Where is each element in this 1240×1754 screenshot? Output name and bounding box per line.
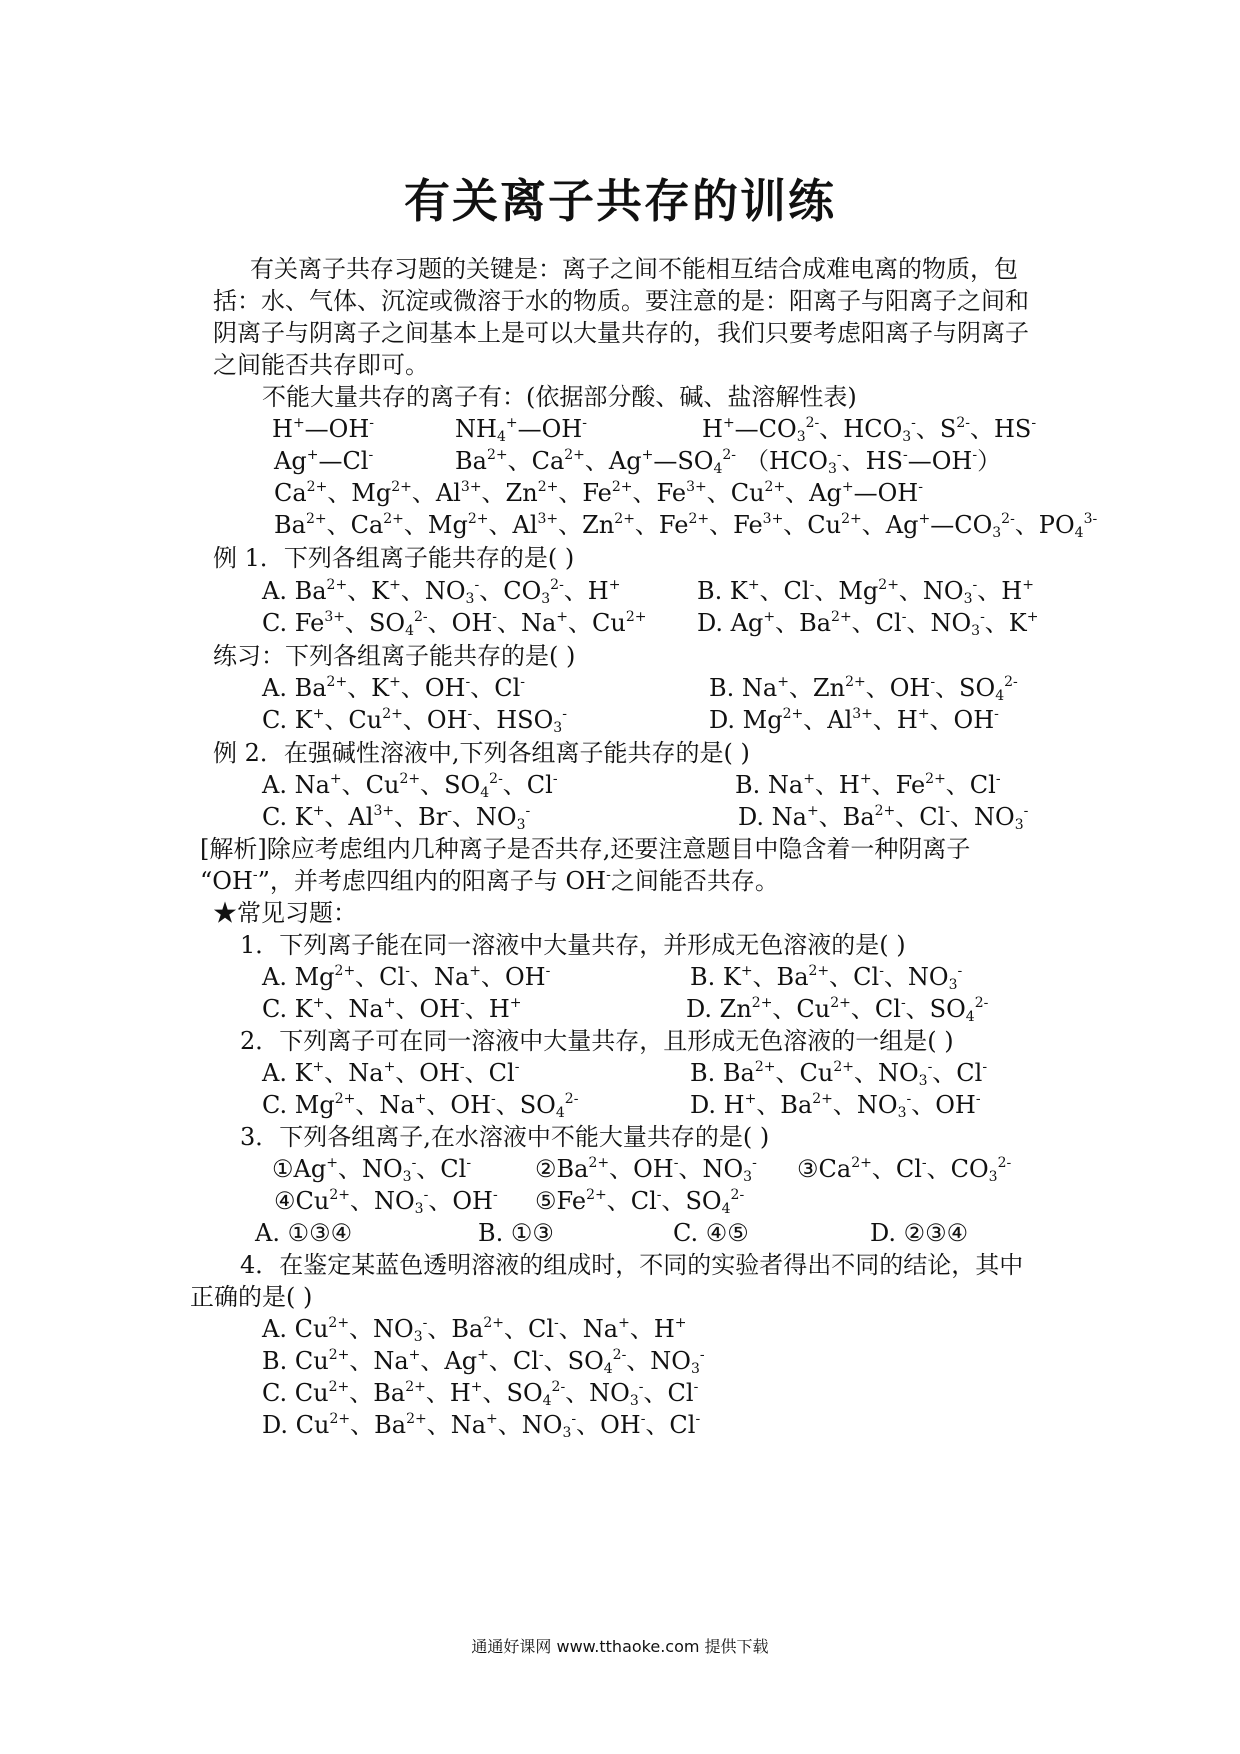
text-line-36: D. H+、$Ba^{2+}$、$NO_3^-$、OH- <box>690 1091 981 1121</box>
text-line-30: C. K+、Na+、OH-、H+ <box>262 995 522 1023</box>
text-line-21: B. Na+、H+、$Fe^{2+}$、Cl- <box>735 771 1001 799</box>
text-line-35: C. $Mg^{2+}$、Na+、OH-、$SO_4^{2-}$ <box>262 1091 579 1121</box>
text-line-27: 1．下列离子能在同一溶液中大量共存，并形成无色溶液的是( ) <box>240 931 906 959</box>
text-line-37: 3．下列各组离子,在水溶液中不能大量共存的是( ) <box>240 1123 770 1151</box>
text-line-17: C. K+、$Cu^{2+}$、OH-、$HSO_3^-$ <box>262 706 567 736</box>
text-line-50: B. $Cu^{2+}$、Na+、Ag+、Cl-、$SO_4^{2-}$、$NO_3^-$ <box>262 1347 705 1377</box>
text-line-43: A. ①③④ <box>255 1219 353 1247</box>
text-line-8: $Ba^{2+}$、$Ca^{2+}$、$Mg^{2+}$、$Al^{3+}$、$Zn^{2+}$、$Fe^{2+}$、$Fe^{3+}$、$Cu^{2+}$、$Ag^+—CO_3^{2-}$、$PO_4^{3-}$ <box>274 511 1098 541</box>
text-line-22: C. K+、$Al^{3+}$、Br-、$NO_3^-$ <box>262 803 531 833</box>
text-line-34: B. $Ba^{2+}$、$Cu^{2+}$、$NO_3^-$、Cl- <box>690 1059 988 1089</box>
text-line-52: D. $Cu^{2+}$、$Ba^{2+}$、Na+、$NO_3^-$、OH-、Cl- <box>262 1411 701 1441</box>
text-line-11: B. K+、Cl-、$Mg^{2+}$、$NO_3^-$、H+ <box>697 577 1034 607</box>
text-line-44: B. ①③ <box>478 1219 554 1247</box>
text-line-4: Ag+—Cl- <box>274 447 374 475</box>
text-line-3: $H^+—CO_3^{2-}$、$HCO_3^-$、$S^{2-}$、HS- <box>702 415 1037 445</box>
text-line-7: $Ca^{2+}$、$Mg^{2+}$、$Al^{3+}$、$Zn^{2+}$、$Fe^{2+}$、$Fe^{3+}$、$Cu^{2+}$、Ag+—OH- <box>274 479 923 507</box>
text-line-25: “OH-”，并考虑四组内的阳离子与 OH-之间能否共存。 <box>200 867 779 895</box>
text-line-9: 例 1．下列各组离子能共存的是( ) <box>213 544 575 572</box>
text-line-51: C. $Cu^{2+}$、$Ba^{2+}$、H+、$SO_4^{2-}$、$NO_3^-$、Cl- <box>262 1379 699 1409</box>
text-line-39: $②Ba^{2+}$、OH-、$NO_3^-$ <box>535 1155 757 1185</box>
text-line-29: B. K+、$Ba^{2+}$、Cl-、$NO_3^-$ <box>690 963 963 993</box>
text-line-40: $③Ca^{2+}$、Cl-、$CO_3^{2-}$ <box>797 1155 1012 1185</box>
text-line-45: C. ④⑤ <box>673 1219 749 1247</box>
text-line-12: C. $Fe^{3+}$、$SO_4^{2-}$、OH-、Na+、$Cu^{2+}$ <box>262 609 647 639</box>
text-line-5: $Ba^{2+}$、$Ca^{2+}$、$Ag^+—SO_4^{2-}$ <box>455 447 737 477</box>
text-line-38: ①Ag+、$NO_3^-$、Cl- <box>272 1155 472 1185</box>
intro-line-1: 有关离子共存习题的关键是：离子之间不能相互结合成难电离的物质，包 <box>250 255 1018 283</box>
text-line-16: B. Na+、$Zn^{2+}$、OH-、$SO_4^{2-}$ <box>709 674 1018 704</box>
intro-line-2: 括：水、气体、沉淀或微溶于水的物质。要注意的是：阳离子与阳离子之间和 <box>213 287 1029 315</box>
text-line-33: A. K+、Na+、OH-、Cl- <box>262 1059 520 1087</box>
text-line-1: H+—OH- <box>272 415 375 443</box>
text-line-41: $④Cu^{2+}$、$NO_3^-$、OH- <box>274 1187 498 1217</box>
text-line-14: 练习：下列各组离子能共存的是( ) <box>213 642 576 670</box>
text-line-20: A. Na+、$Cu^{2+}$、$SO_4^{2-}$、Cl- <box>262 771 558 801</box>
text-line-2: $NH_4^+—OH^-$ <box>455 415 587 445</box>
text-line-42: $⑤Fe^{2+}$、Cl-、$SO_4^{2-}$ <box>535 1187 745 1217</box>
text-line-10: A. $Ba^{2+}$、K+、$NO_3^-$、$CO_3^{2-}$、H+ <box>262 577 621 607</box>
text-line-47: 4．在鉴定某蓝色透明溶液的组成时，不同的实验者得出不同的结论，其中 <box>240 1251 1024 1279</box>
text-line-26: ★常见习题： <box>213 899 357 927</box>
text-line-46: D. ②③④ <box>870 1219 969 1247</box>
text-line-13: D. Ag+、$Ba^{2+}$、Cl-、$NO_3^-$、K+ <box>697 609 1039 639</box>
text-line-6: （$HCO_3^-$、HS-—OH-） <box>745 447 1002 477</box>
text-line-31: D. $Zn^{2+}$、$Cu^{2+}$、Cl-、$SO_4^{2-}$ <box>686 995 989 1025</box>
page-title: 有关离子共存的训练 <box>404 174 836 228</box>
text-line-49: A. $Cu^{2+}$、$NO_3^-$、$Ba^{2+}$、Cl-、Na+、H+ <box>262 1315 687 1345</box>
text-line-24: [解析]除应考虑组内几种离子是否共存,还要注意题目中隐含着一种阴离子 <box>200 835 971 863</box>
text-line-32: 2．下列离子可在同一溶液中大量共存，且形成无色溶液的一组是( ) <box>240 1027 954 1055</box>
text-line-23: D. Na+、$Ba^{2+}$、Cl-、$NO_3^-$ <box>738 803 1029 833</box>
text-line-28: A. $Mg^{2+}$、Cl-、Na+、OH- <box>262 963 551 991</box>
text-line-15: A. $Ba^{2+}$、K+、OH-、Cl- <box>262 674 525 702</box>
intro-line-3: 阴离子与阴离子之间基本上是可以大量共存的，我们只要考虑阳离子与阴离子 <box>213 319 1029 347</box>
text-line-19: 例 2．在强碱性溶液中,下列各组离子能共存的是( ) <box>213 739 750 767</box>
intro-line-4: 之间能否共存即可。 <box>213 351 429 379</box>
text-line-18: D. $Mg^{2+}$、$Al^{3+}$、H+、OH- <box>709 706 999 734</box>
footer-credit: 通通好课网 www.tthaoke.com 提供下载 <box>471 1637 769 1656</box>
intro-line-5: 不能大量共存的离子有：(依据部分酸、碱、盐溶解性表) <box>262 383 857 411</box>
text-line-48: 正确的是( ) <box>190 1283 313 1311</box>
